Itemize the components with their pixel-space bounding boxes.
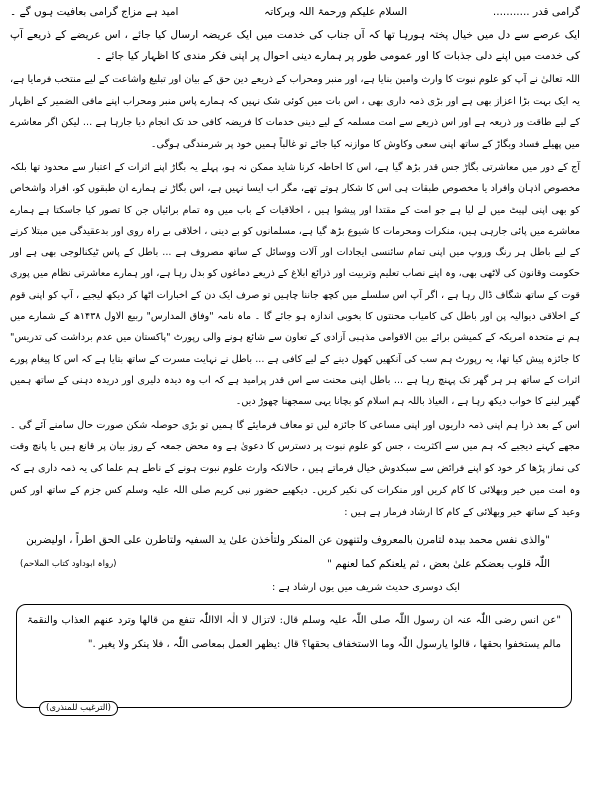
- paragraph-3: آج کے دور میں معاشرتی بگاڑ جس قدر بڑھ گیا ہے، اس کا احاطہ کرنا شاید ممکن نہ ہو، پہلے یہ بگاڑ اپنے اثرات کے اعتبار سے محدود تھا بلکہ مخصوص اذہان وافراد یا مخصوص طبقات ہی اس کا شکار ہوتے تھے، مگر اب ایسا نہیں ہے، اس بگاڑ نے ہمارے ان طبقوں کو، افراد واشخاص کو بھی اپنی لپیٹ میں لے لیا ہے جو امت کے مقتدا اور پیشوا ہیں ، اخلاقیات کے باب میں وہ تمام برائیاں جن کا تصور کیا جاسکتا ہے ہمارے معاشرے میں پائی جارہی ہیں، منکرات ومحرمات کا شیوع بڑھ گیا ہے، مسلمانوں کو بے دینی ، اخلاقی بے راہ روی اور بدعقیدگی میں مبتلا کرنے کے لیے باطل ہر رنگ وروپ میں اپنی تمام سائنسی ایجادات اور آلات ووسائل کے ساتھ مصروف ہے ... باطل کے پاس ٹیکنالوجی بھی ہے اور حکومت وقانون کی لاٹھی بھی، وہ اپنے نصاب تعلیم وتربیت اور ذرائع ابلاغ کے ذریعے دماغوں کو بدل رہا ہے، اور ہمارے معاشرتی نظام میں پوری قوت کے ساتھ شگاف ڈال رہا ہے ، اگر آپ اس سلسلے میں کچھ جاننا چاہیں تو صرف ایک دن کے اخبارات اٹھا کر دیکھ لیجیے ، آپ کو اپنی قوم کے اخلاقی دیوالیہ پن اور باطل کی کامیاب محنتوں کا بخوبی اندازہ ہو جائے گا ۔ ماہ نامہ "وفاق المدارس" ربیع الاول ۱۴۳۸ھ کے شمارے میں ہم نے متحدہ امریکہ کے کمیشن برائے بین الاقوامی مذہبی آزادی کے تعاون سے شائع ہونے والی رپورٹ "پاکستان میں عدم برداشت کی تدریس" کا جائزہ پیش کیا تھا، یہ رپورٹ ہم سب کی آنکھیں کھول دینے کے لیے کافی ہے ... باطل نے نہایت مسرت کے ساتھ بتایا ہے کہ اس کا پیغام پورے اثرات کے ساتھ ہر ہر گھر تک پہنچ رہا ہے ... باطل اپنی محنت سے اس قدر پرامید ہے کہ اب وہ دیدہ دلیری اور دریدہ دہنی کے ساتھ ہمیں گھیر لینے کا خواب دیکھ رہا ہے ، العیاذ باللہ ہم اسلام کو بچانا یہی سمجھنا چھوڑ دیں۔: [10, 162, 580, 408]
- greeting: امید ہے مزاج گرامی بعافیت ہوں گے ۔: [10, 6, 179, 18]
- hadith-quote-1: [20, 528, 550, 576]
- paragraph-2: اللہ تعالیٰ نے آپ کو علوم نبوت کا وارث وامین بنایا ہے، اور منبر ومحراب کے ذریعے دین حق کے بیان اور تبلیغ واشاعت کے لیے منتخب فرمایا ہے، یہ ایک بہت بڑا اعزاز بھی ہے اور بڑی ذمہ داری بھی ، اس بات میں کوئی شک نہیں کہ ہمارے پاس منبر ومحراب اپنے مافی الضمیر کے اظہار کے لیے طاقت ور ذریعہ ہے اور اس ذریعے سے امت مسلمہ کے لیے دینی خدمات کا فریضہ کافی حد تک انجام دیا جارہا ہے ... لیکن اگر معاشرے میں پھیلے فساد وبگاڑ کے ساتھ اپنی سعی وکاوش کا موازنہ کیا جائے تو غالباً ہمیں خود پر شرمندگی ہوگی۔: [10, 74, 580, 150]
- hadith-box: [16, 604, 572, 713]
- paragraph-4: اس کے بعد ذرا ہم اپنی ذمہ داریوں اور اپنی مساعی کا جائزہ لیں تو معاف فرمایئے گا ہمیں تو بڑی حوصلہ شکن صورت حال سامنے آئے گی ۔ مجھے کہنے دیجیے کہ ہم میں سے اکثریت ، جس کو علوم نبوت پر دسترس کا دعویٰ ہے وہ محض جمعہ کے روز بیان پر قانع ہیں یا پانچ وقت کی نماز پڑھا کر خود کو اپنے فرائض سے سبکدوش خیال فرماتے ہیں ، حالانکہ وارث علوم نبوت ہونے کے ناطے ہم علما کی یہ ذمہ داری ہے کہ وہ امت میں خیر وبھلائی کا کام کریں اور منکرات کی نکیر کریں۔ دیکھیے حضور نبی کریم صلی اللہ علیہ وسلم کس جزم کے ساتھ اور کس وعید کے ساتھ خیر وبھلائی کے کام کا ارشاد فرمار ہے ہیں :: [10, 419, 580, 518]
- letter-header: [10, 4, 580, 22]
- hadith-box-text: "عن انس رضی اللّٰہ عنہ ان رسول اللّٰہ صلی اللّٰہ علیہ وسلم قال: لاتزال لا الٰہ الااللّٰہ تنفع من قالھا وترد عنھم العذاب والنقمۃ مالم یستخفوا بحقھا ، قالوا یارسول اللّٰہ وما الاستخفاف بحقھا؟ قال :یظھر العمل بمعاصی اللّٰہ ، فلا ینکر ولا یغیر .": [27, 614, 561, 650]
- salutation: گرامی قدر ...........: [492, 6, 580, 18]
- hadith-quote-1-reference: (رواہ ابوداود کتاب الملاحم): [20, 558, 117, 569]
- salaam: السلام علیکم ورحمۃ اللہ وبرکاتہ: [264, 6, 408, 18]
- hadith-box-reference: (الترغیب للمنذری): [39, 701, 118, 716]
- hadith-quote-1-text: "والذی نفس محمد بیدہ لتامرن بالمعروف ولتنھون عن المنکر ولتأخذن علیٰ ید السفیہ ولتاطرن علی الحق اطراً ، اولیضربن اللّٰہ قلوب بعضکم علیٰ بعض ، ثم یلعنکم کما لعنھم ": [26, 533, 550, 570]
- hadith-intro: ایک دوسری حدیث شریف میں یوں ارشاد ہے :: [272, 581, 460, 593]
- paragraph-1: ایک عرصے سے دل میں خیال پختہ ہورہا تھا کہ آں جناب کی خدمت میں ایک عریضہ ارسال کیا جائے ، اس عریضے کے ذریعے آپ کی خدمت میں اپنے دلی جذبات کا اور عمومی طور پر ہمارے دینی احوال پر اپنی فکر مندی کا اظہار کیا جائے ۔: [10, 29, 580, 62]
